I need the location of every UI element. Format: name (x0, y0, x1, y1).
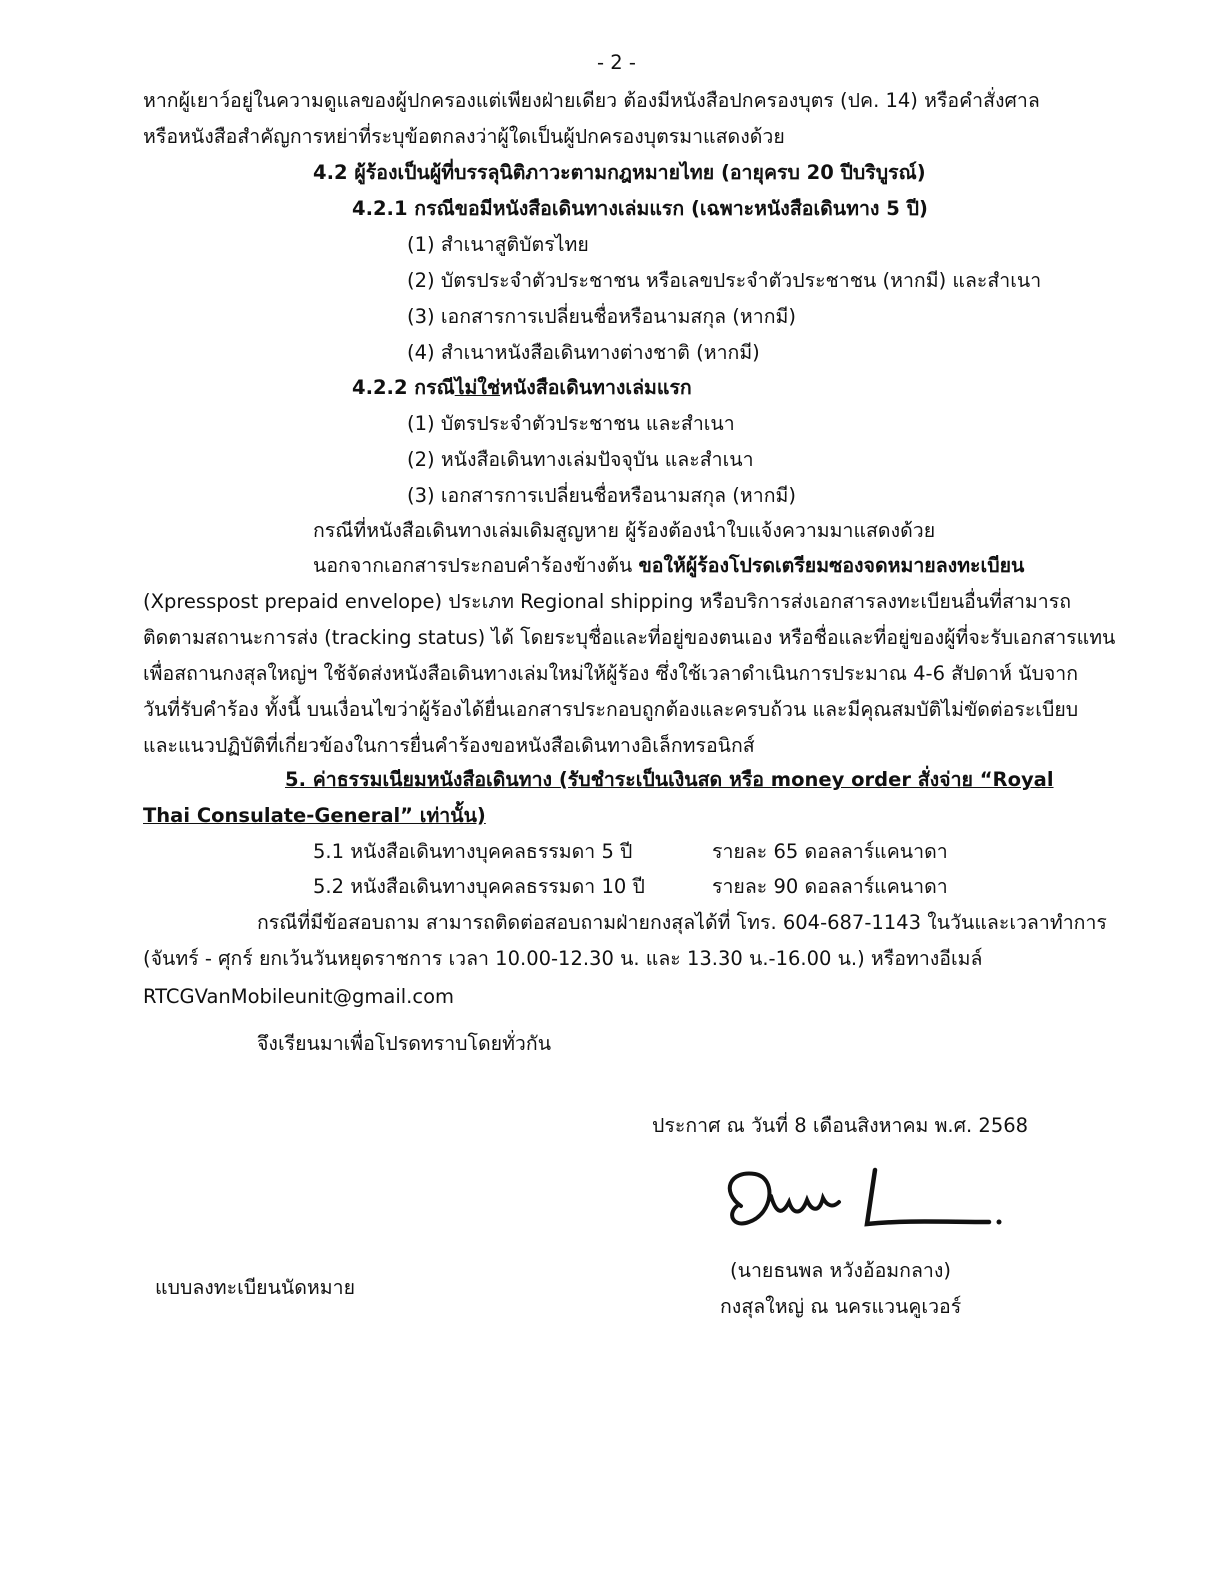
contact-line-1: กรณีที่มีข้อสอบถาม สามารถติดต่อสอบถามฝ่ายกงสุลได้ที่ โทร. 604-687-1143 ในวันและเวลาทำการ (257, 911, 1107, 934)
fee-price: รายละ 90 ดอลลาร์แคนาดา (712, 875, 948, 898)
heading-underlined: ไม่ใช่ (454, 376, 501, 399)
heading-prefix: 4.2.2 กรณี (352, 376, 455, 399)
signer-name: (นายธนพล หวังอ้อมกลาง) (730, 1259, 951, 1282)
contact-email[interactable]: RTCGVanMobileunit@gmail.com (143, 985, 455, 1008)
list-item: (1) สำเนาสูติบัตรไทย (407, 233, 589, 256)
fee-price: รายละ 65 ดอลลาร์แคนาดา (712, 840, 948, 863)
fee-row: 5.1 หนังสือเดินทางบุคคลธรรมดา 5 ปี (313, 840, 633, 863)
intro-line-2: หรือหนังสือสำคัญการหย่าที่ระบุข้อตกลงว่าผู้ใดเป็นผู้ปกครองบุตรมาแสดงด้วย (143, 125, 785, 148)
envelope-plain: นอกจากเอกสารประกอบคำร้องข้างต้น (313, 554, 639, 577)
closing-line: จึงเรียนมาเพื่อโปรดทราบโดยทั่วกัน (257, 1032, 552, 1055)
list-item: (1) บัตรประจำตัวประชาชน และสำเนา (407, 412, 735, 435)
heading-suffix: หนังสือเดินทางเล่มแรก (500, 376, 692, 399)
section-4-2-heading: 4.2 ผู้ร้องเป็นผู้ที่บรรลุนิติภาวะตามกฎหมายไทย (อายุครบ 20 ปีบริบูรณ์) (313, 161, 926, 184)
contact-line-2: (จันทร์ - ศุกร์ ยกเว้นวันหยุดราชการ เวลา 10.00-12.30 น. และ 13.30 น.-16.00 น.) หรือทางอีเมล์ (143, 947, 983, 970)
signer-title: กงสุลใหญ่ ณ นครแวนคูเวอร์ (720, 1295, 962, 1318)
list-item: (2) หนังสือเดินทางเล่มปัจจุบัน และสำเนา (407, 448, 754, 471)
attachment-label: แบบลงทะเบียนนัดหมาย (155, 1276, 355, 1299)
envelope-line-3: ติดตามสถานะการส่ง (tracking status) ได้ โดยระบุชื่อและที่อยู่ของตนเอง หรือชื่อและที่อยู่ของผู้ที่จะรับเอกสารแทน (143, 626, 1116, 649)
envelope-line-5: วันที่รับคำร้อง ทั้งนี้ บนเงื่อนไขว่าผู้ร้องได้ยื่นเอกสารประกอบถูกต้องและครบถ้วน และมีคุณสมบัติไม่ขัดต่อระเบียบ (143, 698, 1079, 721)
section-4-2-2-heading (352, 375, 692, 401)
lost-passport-note: กรณีที่หนังสือเดินทางเล่มเดิมสูญหาย ผู้ร้องต้องนำใบแจ้งความมาแสดงด้วย (313, 519, 936, 542)
section-5-heading-2: Thai Consulate-General” เท่านั้น) (143, 804, 486, 827)
section-4-2-1-heading: 4.2.1 กรณีขอมีหนังสือเดินทางเล่มแรก (เฉพาะหนังสือเดินทาง 5 ปี) (352, 197, 928, 220)
announce-date: ประกาศ ณ วันที่ 8 เดือนสิงหาคม พ.ศ. 2568 (652, 1114, 1029, 1137)
signature-icon (715, 1162, 1015, 1242)
envelope-line-6: และแนวปฏิบัติที่เกี่ยวข้องในการยื่นคำร้องขอหนังสือเดินทางอิเล็กทรอนิกส์ (143, 734, 755, 757)
envelope-line-1 (313, 553, 1024, 579)
list-item: (3) เอกสารการเปลี่ยนชื่อหรือนามสกุล (หากมี) (407, 305, 796, 328)
fee-row: 5.2 หนังสือเดินทางบุคคลธรรมดา 10 ปี (313, 875, 645, 898)
envelope-line-2: (Xpresspost prepaid envelope) ประเภท Regional shipping หรือบริการส่งเอกสารลงทะเบียนอื่นที่สามารถ (143, 590, 1072, 613)
list-item: (3) เอกสารการเปลี่ยนชื่อหรือนามสกุล (หากมี) (407, 484, 796, 507)
envelope-bold: ขอให้ผู้ร้องโปรดเตรียมซองจดหมายลงทะเบียน (638, 554, 1025, 577)
section-5-heading-1: 5. ค่าธรรมเนียมหนังสือเดินทาง (รับชำระเป็นเงินสด หรือ money order สั่งจ่าย “Royal (285, 768, 1054, 791)
list-item: (4) สำเนาหนังสือเดินทางต่างชาติ (หากมี) (407, 341, 760, 364)
intro-line-1: หากผู้เยาว์อยู่ในความดูแลของผู้ปกครองแต่เพียงฝ่ายเดียว ต้องมีหนังสือปกครองบุตร (ปค. 14) หรือคำสั่งศาล (143, 89, 1040, 112)
page-number: - 2 - (597, 51, 636, 74)
envelope-line-4: เพื่อสถานกงสุลใหญ่ฯ ใช้จัดส่งหนังสือเดินทางเล่มใหม่ให้ผู้ร้อง ซึ่งใช้เวลาดำเนินการประมาณ 4-6 สัปดาห์ นับจาก (143, 662, 1079, 685)
list-item: (2) บัตรประจำตัวประชาชน หรือเลขประจำตัวประชาชน (หากมี) และสำเนา (407, 269, 1042, 292)
